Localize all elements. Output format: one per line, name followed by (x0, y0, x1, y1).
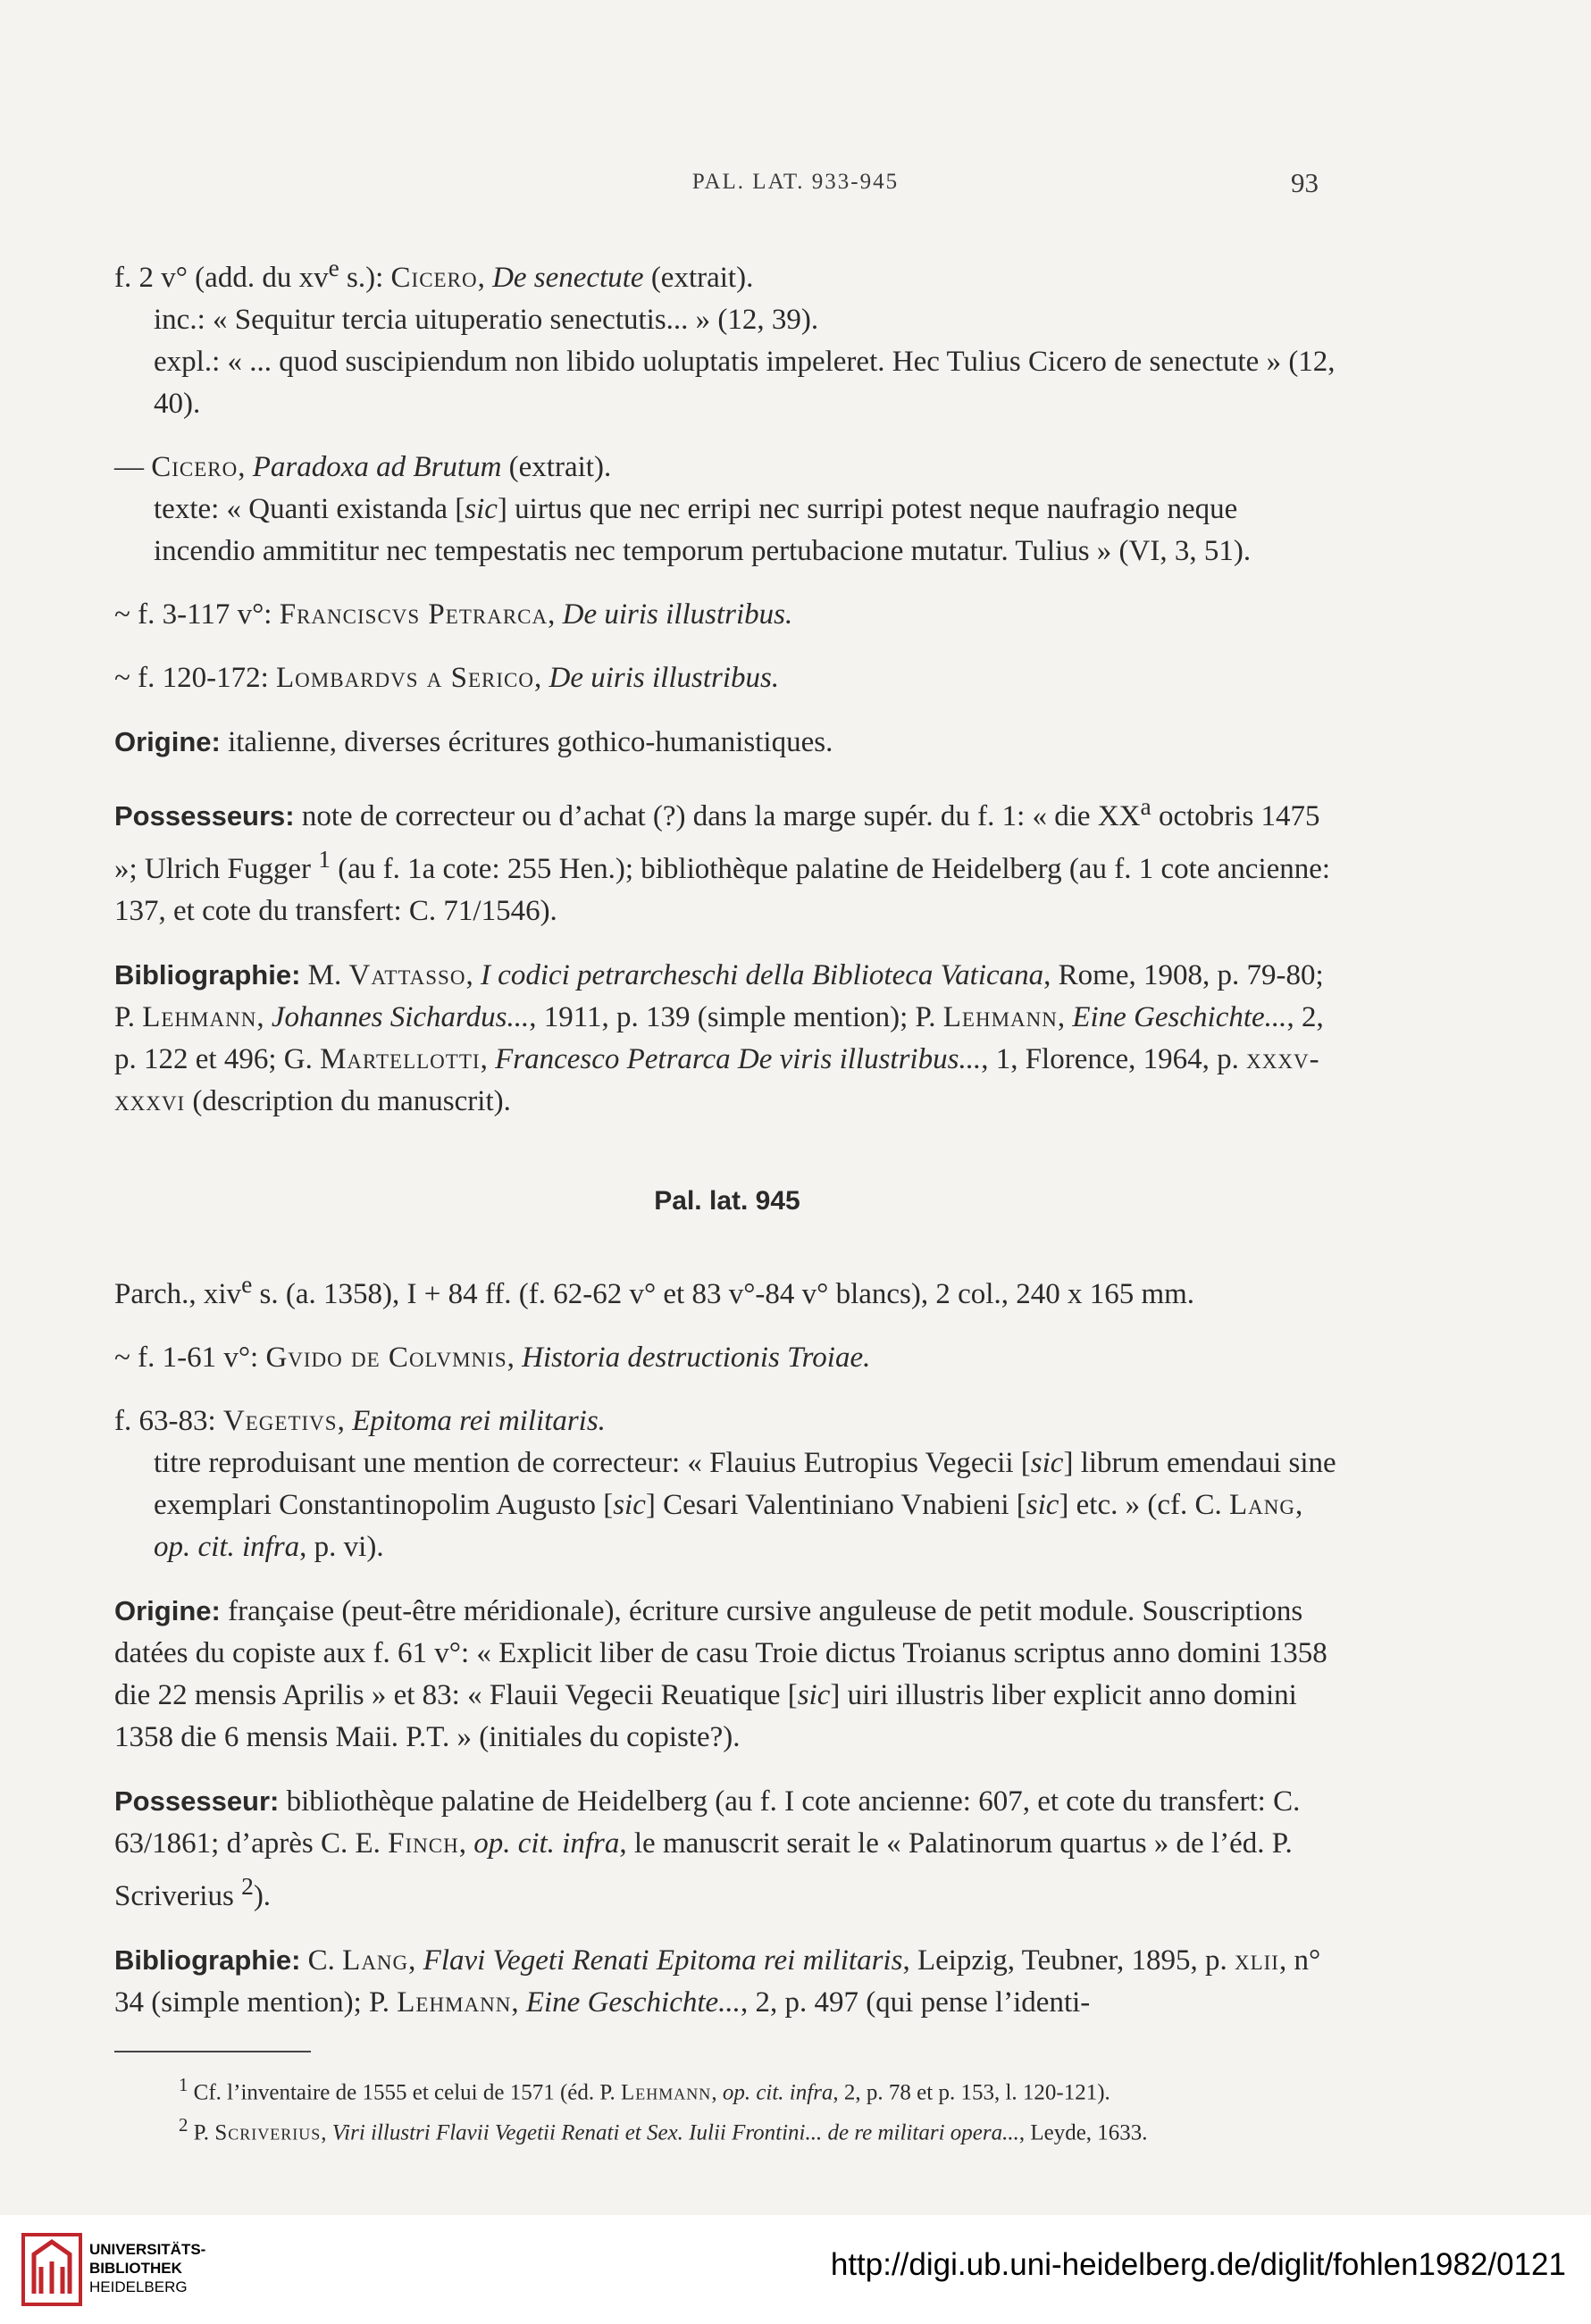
superscript: 1 (318, 845, 331, 873)
text-run: ~ f. 3-117 v°: (114, 598, 280, 631)
text-run: f. 2 v° (add. du xv (114, 262, 329, 294)
text-run: , Rome, 1908, p. 79-80; P. (114, 959, 1324, 1033)
text-run: — (114, 451, 152, 483)
small-caps-name: Lang (342, 1944, 409, 1977)
logo-line: HEIDELBERG (89, 2278, 188, 2295)
small-caps-name: Gvido de Colvmnis (265, 1342, 507, 1374)
text-run: , (408, 1944, 423, 1977)
origine-paragraph (114, 721, 1340, 764)
small-caps-name: Franciscvs Petrarca (279, 598, 548, 631)
text-run: , 2, p. 497 (qui pense l’identi- (740, 1986, 1091, 2019)
footnote-2 (114, 2109, 1340, 2149)
text-run: , (511, 1986, 526, 2019)
text-run: , (1295, 1489, 1303, 1521)
superscript: e (241, 1270, 253, 1298)
small-caps-name: Finch (388, 1827, 459, 1860)
source-url[interactable]: http://digi.ub.uni-heidelberg.de/diglit/fohlen1982/0121 (830, 2247, 1566, 2282)
main-text (114, 247, 1340, 2150)
footer-bar (0, 2215, 1591, 2324)
library-logo-icon (21, 2231, 82, 2308)
small-caps-name: Martellotti (320, 1043, 481, 1075)
italic-title: Eine Geschichte... (525, 1986, 741, 2019)
possesseur-paragraph (114, 1780, 1340, 1918)
text-run: ] uiri illustris liber explicit anno domini 1358 die 6 mensis Maii. P.T. » (initiales du copiste?). (114, 1679, 1297, 1753)
text-run: note de correcteur ou d’achat (?) dans la marge supér. du f. 1: « die XX (294, 800, 1141, 832)
entry-line (114, 1337, 1340, 1379)
field-label: Origine: (114, 1595, 221, 1626)
italic-title: op. cit. infra (722, 2080, 833, 2105)
text-run: C. (300, 1944, 343, 1977)
superscript: 1 (179, 2074, 188, 2095)
title-note-line (114, 1442, 1340, 1568)
text-run: ] librum emendaui sine exemplari Constantinopolim Augusto [ (154, 1447, 1336, 1521)
text-run: (au f. 1a cote: 255 Hen.); bibliothèque palatine de Heidelberg (au f. 1 cote ancienne: 137, et cote du transfert: C. 71/1546). (114, 853, 1331, 927)
field-label: Possesseur: (114, 1785, 280, 1817)
text-run: ~ f. 1-61 v°: (114, 1342, 266, 1374)
superscript: 2 (241, 1872, 254, 1900)
text-run: , le manuscrit serait le « Palatinorum quartus » de l’éd. P. Scriverius (114, 1827, 1293, 1912)
text-run: Cf. l’inventaire de 1555 et celui de 1571 (éd. P. (188, 2080, 622, 2105)
text-run: française (peut-être méridionale), écriture cursive anguleuse de petit module. Souscriptions datées du copiste aux f. 61 v°: « Explicit liber de casu Troie dictus Troianus scriptus anno domini 1358 die 22 mensis Aprilis » et 83: « Flauii Vegecii Reuatique [ (114, 1595, 1327, 1711)
text-run: P. (188, 2120, 215, 2145)
italic-title: Paradoxa ad Brutum (252, 451, 502, 483)
text-run: f. 63-83: (114, 1405, 223, 1437)
text-run: , (337, 1405, 353, 1437)
text-run: , p. vi). (299, 1531, 384, 1563)
small-caps-name: Scriverius (214, 2120, 322, 2145)
field-label: Bibliographie: (114, 959, 301, 991)
logo-line: UNIVERSITÄTS- (89, 2241, 206, 2258)
text-run: , (465, 959, 481, 991)
text-run: , 2, p. 78 et p. 153, l. 120-121). (833, 2080, 1110, 2105)
italic-title: Francesco Petrarca De viris illustribus... (495, 1043, 982, 1075)
text-run: expl.: « ... quod suscipiendum non libido uoluptatis impeleret. Hec Tulius Cicero de senectute » (12, 40). (154, 346, 1336, 420)
text-run: M. (300, 959, 349, 991)
text-run: bibliothèque palatine de Heidelberg (au f. I cote ancienne: 607, et cote du transfert: C. 63/1861; d’après C. E. (114, 1785, 1301, 1860)
text-run: ] etc. » (cf. C. (1059, 1489, 1229, 1521)
small-caps-name: Lombardvs a Serico (276, 662, 534, 694)
text-run: , Leipzig, Teubner, 1895, p. (902, 1944, 1235, 1977)
italic-title: sic (613, 1489, 646, 1521)
small-caps-name: xxxv-xxxvi (114, 1043, 1320, 1117)
small-caps-name: Cicero (390, 262, 478, 294)
text-run: ] uirtus que nec erripi nec surripi potest neque naufragio neque incendio ammititur nec tempestatis nec temporum pertubacione mutatur. Tulius » (VI, 3, 51). (154, 493, 1252, 567)
text-run: (extrait). (643, 262, 754, 294)
text-run: , (477, 262, 493, 294)
entry-line (114, 447, 1340, 489)
italic-title: sic (1026, 1489, 1059, 1521)
small-caps-name: Vattasso (348, 959, 466, 991)
small-caps-name: Vegetivs (222, 1405, 338, 1437)
text-run: , 1911, p. 139 (simple mention); P. (529, 1001, 943, 1033)
library-logo-text (89, 2240, 205, 2296)
text-run: italienne, diverses écritures gothico-humanistiques. (220, 726, 833, 758)
entry-line (114, 1400, 1340, 1442)
small-caps-name: Lehmann (397, 1986, 512, 2019)
text-run: Parch., xiv (114, 1278, 242, 1310)
text-run: ~ f. 120-172: (114, 662, 277, 694)
entry-line (114, 594, 1340, 636)
section-heading: Pal. lat. 945 (654, 1186, 800, 1216)
italic-title: De uiris illustribus. (562, 598, 793, 631)
italic-title: sic (1030, 1447, 1064, 1479)
italic-title: I codici petrarcheschi della Biblioteca Vaticana (480, 959, 1044, 991)
text-run: , (256, 1001, 272, 1033)
text-run: ] Cesari Valentiniano Vnabieni [ (645, 1489, 1026, 1521)
bibliographie-paragraph (114, 954, 1340, 1123)
text-run: (extrait). (501, 451, 612, 483)
text-run: s. (a. 1358), I + 84 ff. (f. 62-62 v° et 83 v°-84 v° blancs), 2 col., 240 x 165 mm. (252, 1278, 1195, 1310)
explicit-line (114, 341, 1340, 425)
italic-title: Historia destructionis Troiae. (522, 1342, 871, 1374)
italic-title: sic (797, 1679, 831, 1711)
possesseurs-paragraph (114, 785, 1340, 932)
italic-title: Epitoma rei militaris. (352, 1405, 606, 1437)
text-run: titre reproduisant une mention de correcteur: « Flauius Eutropius Vegecii [ (154, 1447, 1031, 1479)
description-line (114, 1263, 1340, 1316)
small-caps-name: xlii (1234, 1944, 1279, 1977)
italic-title: Flavi Vegeti Renati Epitoma rei militaris (423, 1944, 903, 1977)
text-run: texte: « Quanti existanda [ (154, 493, 465, 525)
running-head: PAL. LAT. 933-945 (691, 170, 900, 194)
italic-title: Viri illustri Flavii Vegetii Renati et Sex. Iulii Frontini... de re militari opera... (331, 2120, 1019, 2145)
text-run: , (458, 1827, 474, 1860)
italic-title: Eine Geschichte... (1072, 1001, 1287, 1033)
text-run: , (711, 2080, 723, 2105)
text-run: ). (253, 1880, 272, 1912)
italic-title: sic (465, 493, 498, 525)
origine-paragraph (114, 1590, 1340, 1759)
field-label: Bibliographie: (114, 1944, 301, 1976)
text-run: octobris 1475 »; Ulrich Fugger (114, 800, 1320, 885)
text-run: , Leyde, 1633. (1018, 2120, 1148, 2145)
footnote-rule (114, 2051, 311, 2052)
text-run: , (534, 662, 549, 694)
text-run: , (1057, 1001, 1073, 1033)
small-caps-name: Lang (1229, 1489, 1295, 1521)
text-run: , (321, 2120, 332, 2145)
text-run: , (548, 598, 563, 631)
text-run: (description du manuscrit). (185, 1085, 511, 1117)
incipit-line (114, 299, 1340, 341)
italic-title: De senectute (492, 262, 644, 294)
footnote-1 (114, 2069, 1340, 2109)
field-label: Origine: (114, 726, 221, 757)
entry-line (114, 657, 1340, 699)
page-number: 93 (1291, 167, 1319, 198)
entry-line (114, 247, 1340, 299)
bibliographie-paragraph (114, 1939, 1340, 2024)
small-caps-name: Cicero (151, 451, 239, 483)
text-quote-line (114, 489, 1340, 573)
small-caps-name: Lehmann (621, 2080, 712, 2105)
small-caps-name: Lehmann (142, 1001, 257, 1033)
text-run: , 2, p. 122 et 496; G. (114, 1001, 1324, 1075)
text-run: , (480, 1043, 496, 1075)
field-label: Possesseurs: (114, 800, 295, 832)
italic-title: De uiris illustribus. (548, 662, 780, 694)
italic-title: Johannes Sichardus... (271, 1001, 530, 1033)
text-run: , (238, 451, 253, 483)
small-caps-name: Lehmann (942, 1001, 1058, 1033)
text-run: inc.: « Sequitur tercia uituperatio senectutis... » (12, 39). (154, 304, 819, 336)
superscript: a (1140, 792, 1151, 820)
superscript: 2 (179, 2114, 188, 2136)
italic-title: op. cit. infra (154, 1531, 300, 1563)
text-run: s.): (339, 262, 391, 294)
text-run: , 1, Florence, 1964, p. (981, 1043, 1247, 1075)
text-run: , (507, 1342, 523, 1374)
italic-title: op. cit. infra (473, 1827, 620, 1860)
logo-line: BIBLIOTHEK (89, 2260, 182, 2277)
text-run: , n° 34 (simple mention); P. (114, 1944, 1321, 2019)
superscript: e (328, 254, 339, 281)
